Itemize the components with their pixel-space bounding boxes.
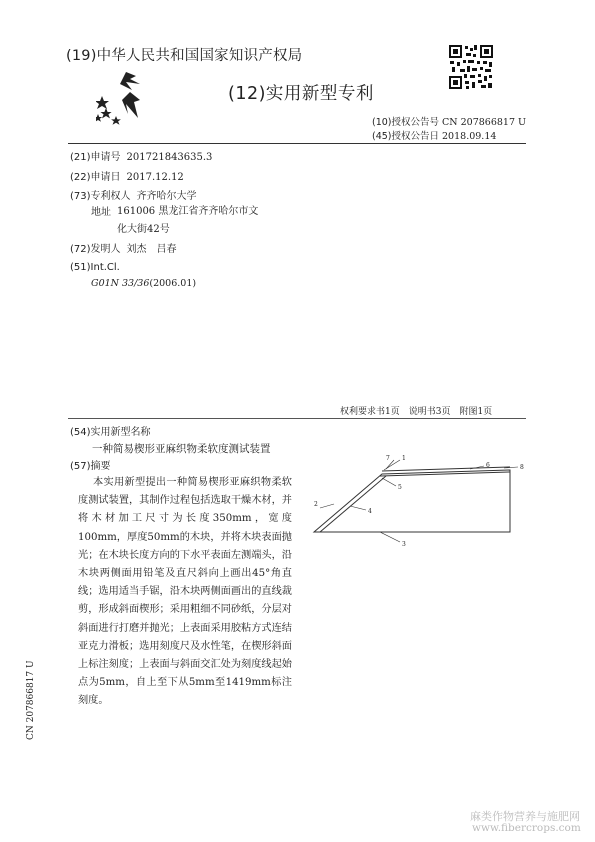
drawing-label-2: 2 xyxy=(314,501,318,508)
side-publication-code: CN 207866817 U xyxy=(26,660,36,740)
page-count-divider xyxy=(68,418,526,419)
wedge-device-drawing xyxy=(300,450,540,550)
inventors-label: (72)发明人 xyxy=(70,244,121,255)
application-number-value: 201721843635.3 xyxy=(126,152,213,163)
watermark-site-name: 麻类作物营养与施肥网 xyxy=(470,810,580,823)
drawing-label-5: 5 xyxy=(398,484,402,491)
slide-plate-edge xyxy=(380,472,510,476)
address-value: 161006 黑龙江省齐齐哈尔市文化大街42号 xyxy=(117,206,259,235)
publication-number xyxy=(372,114,526,128)
drawing-label-1: 1 xyxy=(402,455,406,462)
bevel-scale-line xyxy=(320,476,386,532)
application-date xyxy=(70,168,184,183)
wedge-body xyxy=(314,470,510,532)
qr-code-icon xyxy=(448,44,494,90)
utility-model-name-label: (54)实用新型名称 xyxy=(70,427,151,438)
drawing-label-7: 7 xyxy=(386,455,390,462)
drawing-label-6: 6 xyxy=(486,462,490,469)
abstract-label: (57)摘要 xyxy=(70,461,111,472)
patentee-label: (73)专利权人 xyxy=(70,191,131,202)
header-divider xyxy=(68,143,526,144)
patentee-value: 齐齐哈尔大学 xyxy=(136,191,197,202)
publication-date-label: (45)授权公告日 xyxy=(372,131,440,142)
ipc-label: (51)Int.Cl. xyxy=(70,262,120,273)
drawing-label-8: 8 xyxy=(520,464,524,471)
application-number-label: (21)申请号 xyxy=(70,152,121,163)
application-date-label: (22)申请日 xyxy=(70,172,121,183)
publication-number-label: (10)授权公告号 xyxy=(372,117,440,128)
application-number xyxy=(70,148,212,163)
utility-model-name: 一种简易楔形亚麻织物柔软度测试装置 xyxy=(92,443,271,455)
ipc-year: (2006.01) xyxy=(149,278,197,289)
drawing-label-4: 4 xyxy=(368,508,372,515)
application-date-value: 2017.12.12 xyxy=(126,172,184,183)
patentee xyxy=(70,187,197,202)
cnipa-logo-icon xyxy=(96,70,166,130)
page-counts: 权利要求书1页 说明书3页 附图1页 xyxy=(340,407,493,417)
inventors-value: 刘杰 吕春 xyxy=(126,244,177,255)
address xyxy=(91,203,267,239)
ipc-classification xyxy=(91,278,196,289)
ipc-code: G01N 33/36 xyxy=(91,278,150,289)
patent-type: (12)实用新型专利 xyxy=(228,84,374,104)
abstract-text: 本实用新型提出一种简易楔形亚麻织物柔软度测试装置，其制作过程包括选取干燥木材，并将木材加工尺寸为长度350mm，宽度100mm，厚度50mm的木块，并将木块表面抛光；在木块长度方向的下水平表面左测端头，沿木块两侧面用铅笔及直尺斜向上画出45°角直线；选用适当手锯，沿木块两侧面画出的直线裁剪，形成斜面楔形；采用粗细不同砂纸，分层对斜面进行打磨并抛光；上表面采用胶粘方式连结亚克力滑板；选用刻度尺及水性笔，在楔形斜面上标注刻度；上表面与斜面交汇处为刻度线起始点为5mm，自上至下从5mm至1419mm标注刻度。 xyxy=(78,477,292,707)
drawing-label-3: 3 xyxy=(402,541,406,548)
ipc-header xyxy=(70,262,120,273)
publication-number-value: CN 207866817 U xyxy=(442,117,527,128)
inventors xyxy=(70,240,177,255)
address-label: 地址 xyxy=(91,207,111,218)
publication-date xyxy=(372,128,496,142)
issuing-office: (19)中华人民共和国国家知识产权局 xyxy=(66,48,303,64)
watermark-url: www.fibercrops.com xyxy=(472,822,581,834)
publication-date-value: 2018.09.14 xyxy=(442,131,497,142)
